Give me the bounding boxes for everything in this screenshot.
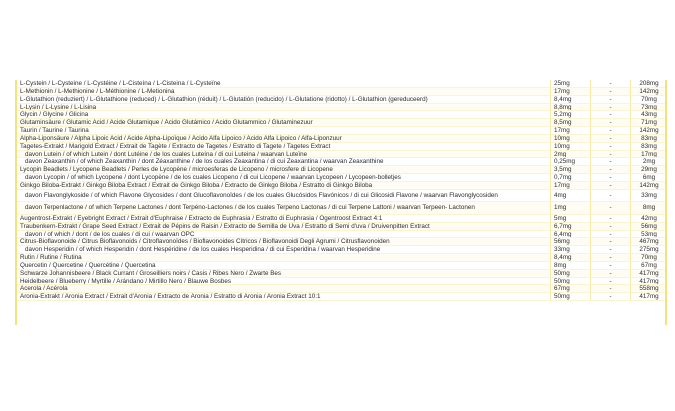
daily-amount-value: 70mg bbox=[630, 96, 667, 103]
amount-value: 5mg bbox=[550, 215, 590, 222]
ingredient-name: L-Glutathion (reduziert) / L-Glutathione (reduced) / L-Glutathion (réduit) / L-Glutatión (reducido) / L-Glutatione (ridotto) / L-Glutathion (gereduceerd) bbox=[20, 95, 428, 103]
dash-cell: - bbox=[590, 143, 630, 150]
amount-value: 10mg bbox=[550, 143, 590, 150]
dash-cell: - bbox=[590, 231, 630, 238]
amount-value: 50mg bbox=[550, 293, 590, 300]
table-row bbox=[17, 111, 665, 119]
table-row bbox=[17, 215, 665, 223]
amount-value: 1mg bbox=[550, 202, 590, 214]
table-row bbox=[17, 80, 665, 88]
ingredient-name: Taurin / Taurine / Taurina bbox=[20, 127, 89, 134]
daily-amount-value: 43mg bbox=[630, 111, 667, 118]
table-row bbox=[17, 246, 665, 254]
dash-cell: - bbox=[590, 119, 630, 126]
table-row bbox=[17, 254, 665, 262]
table-row bbox=[17, 88, 665, 96]
ingredient-name: Lycopin Beadlets / Lycopene Beadlets / Perles de Lycopène / microesferas de Licopeno / microsfere di Licopene bbox=[20, 166, 333, 174]
table-row bbox=[17, 270, 665, 278]
amount-value: 8,5mg bbox=[550, 119, 590, 126]
daily-amount-value: 70mg bbox=[630, 254, 667, 261]
ingredient-name: L-Methionin / L-Methionine / L-Méthionine / L-Metionina bbox=[20, 87, 175, 95]
daily-amount-value: 417mg bbox=[630, 293, 667, 300]
daily-amount-value: 29mg bbox=[630, 166, 667, 173]
daily-amount-value: 73mg bbox=[630, 104, 667, 111]
daily-amount-value: 83mg bbox=[630, 135, 667, 142]
ingredient-name: Aronia-Extrakt / Aronia Extract / Extrait d'Aronia / Extracto de Aronia / Estratto di Aronia / Aronia Extract 10:1 bbox=[20, 293, 321, 301]
daily-amount-value: 33mg bbox=[630, 190, 667, 202]
table-body bbox=[17, 80, 665, 301]
dash-cell: - bbox=[590, 182, 630, 189]
ingredient-name: davon Zeaxanthin / of which Zeaxanthin / dont Zéaxanthine / de los cuales Zeaxantina / di cui Zeaxantina / waarvan Zeaxanthine bbox=[25, 158, 384, 166]
amount-value: 5,2mg bbox=[550, 111, 590, 118]
daily-amount-value: 417mg bbox=[630, 278, 667, 285]
dash-cell: - bbox=[590, 285, 630, 292]
ingredient-name: Heidelbeere / Blueberry / Myrtille / Arándano / Mirtillo Nero / Blauwe Bosbes bbox=[20, 277, 232, 285]
dash-cell: - bbox=[590, 238, 630, 245]
daily-amount-value: 2mg bbox=[630, 158, 667, 165]
dash-cell: - bbox=[590, 127, 630, 134]
amount-value: 8,8mg bbox=[550, 104, 590, 111]
dash-cell: - bbox=[590, 174, 630, 181]
amount-value: 6,4mg bbox=[550, 231, 590, 238]
dash-cell: - bbox=[590, 96, 630, 103]
table-row bbox=[17, 278, 665, 286]
nutrition-table bbox=[15, 80, 667, 325]
dash-cell: - bbox=[590, 135, 630, 142]
amount-value: 33mg bbox=[550, 246, 590, 253]
daily-amount-value: 17mg bbox=[630, 151, 667, 158]
ingredient-name: davon Terpenlactone / of which Terpene Lactones / dont Terpéno-Lactones / de los cuales Terpeno Lactonas / di cui Terpene Lattoni / waarvan Terpeen- Lactonen bbox=[25, 204, 475, 212]
table-row bbox=[17, 293, 665, 301]
ingredient-name: Tagetes-Extrakt / Marigold Extract / Extrait de Tagète / Extracto de Tagetes / Estratto di Tagete / Tagetes Extract bbox=[20, 142, 331, 150]
ingredient-name: davon Lutein / of which Lutein / dont Lutéine / de los cuales Luteína / di cui Luteina / waarvan Luteïne bbox=[25, 150, 308, 158]
ingredient-name: Traubenkern-Extrakt / Grape Seed Extract / Extrait de Pépins de Raisin / Extracto de Semilla de Uva / Estratto di Semi d'uva / Druivenpitten Extract bbox=[20, 222, 430, 230]
amount-value: 50mg bbox=[550, 270, 590, 277]
table-row bbox=[17, 166, 665, 174]
ingredient-name: davon Flavonglykoside / of which Flavone Glycosides / dont Glucoflavonoïdes / de los cuales Glucósidos Flavónicos / di cui Glicosidi Flavone / waarvan Flavonglycosiden bbox=[25, 191, 498, 199]
table-row bbox=[17, 104, 665, 112]
amount-value: 0,25mg bbox=[550, 158, 590, 165]
table-row bbox=[17, 182, 665, 190]
table-row bbox=[17, 151, 665, 159]
dash-cell: - bbox=[590, 158, 630, 165]
daily-amount-value: 42mg bbox=[630, 215, 667, 222]
ingredient-name: L-Cystein / L-Cysteine / L-Cystéine / L-Cisteína / L-Cisteina / L-Cysteïne bbox=[20, 80, 221, 87]
daily-amount-value: 467mg bbox=[630, 238, 667, 245]
daily-amount-value: 8mg bbox=[630, 202, 667, 214]
daily-amount-value: 417mg bbox=[630, 270, 667, 277]
table-row bbox=[17, 158, 665, 166]
ingredient-name: Augentrost-Extrakt / Eyebright Extract / Extrait d'Euphraise / Extracto de Euphrasia / Estratto di Euphrasia / Ogentroost Extract 4:1 bbox=[20, 214, 383, 222]
dash-cell: - bbox=[590, 111, 630, 118]
daily-amount-value: 275mg bbox=[630, 246, 667, 253]
amount-value: 17mg bbox=[550, 88, 590, 95]
table-row bbox=[17, 174, 665, 182]
table-row bbox=[17, 231, 665, 239]
amount-value: 8,4mg bbox=[550, 96, 590, 103]
amount-value: 0,7mg bbox=[550, 174, 590, 181]
table-row bbox=[17, 238, 665, 246]
table-row bbox=[17, 135, 665, 143]
amount-value: 8mg bbox=[550, 262, 590, 269]
daily-amount-value: 53mg bbox=[630, 231, 667, 238]
ingredient-name: L-Lysin / L-Lysine / L-Lisina bbox=[20, 103, 97, 111]
amount-value: 25mg bbox=[550, 80, 590, 87]
amount-value: 2mg bbox=[550, 151, 590, 158]
dash-cell: - bbox=[590, 293, 630, 300]
ingredient-name: Quercetin / Quercetine / Quercétine / Quercetina bbox=[20, 261, 156, 269]
daily-amount-value: 142mg bbox=[630, 127, 667, 134]
amount-value: 6,7mg bbox=[550, 223, 590, 230]
table-row bbox=[17, 285, 665, 293]
amount-value: 17mg bbox=[550, 182, 590, 189]
amount-value: 3,5mg bbox=[550, 166, 590, 173]
ingredient-name: Citrus-Bioflavonoide / Citrus Bioflavonoids / Citroflavonoïdes / Bioflavonoides Cítricos / Bioflavonoidi Degli Agrumi / Citrusflavonoiden bbox=[20, 238, 390, 246]
dash-cell: - bbox=[590, 254, 630, 261]
table-row bbox=[17, 143, 665, 151]
amount-value: 10mg bbox=[550, 135, 590, 142]
ingredient-name: davon Hesperidin / of which Hesperidin / dont Hespéridine / de los cuales Hesperidina / di cui Esperidina / waarvan Hesperidine bbox=[25, 246, 381, 254]
dash-cell: - bbox=[590, 80, 630, 87]
table-row bbox=[17, 262, 665, 270]
table-row bbox=[17, 190, 665, 203]
table-row bbox=[17, 127, 665, 135]
table-row bbox=[17, 119, 665, 127]
daily-amount-value: 208mg bbox=[630, 80, 667, 87]
dash-cell: - bbox=[590, 223, 630, 230]
dash-cell: - bbox=[590, 151, 630, 158]
amount-value: 8,4mg bbox=[550, 254, 590, 261]
daily-amount-value: 83mg bbox=[630, 143, 667, 150]
dash-cell: - bbox=[590, 88, 630, 95]
daily-amount-value: 142mg bbox=[630, 182, 667, 189]
table-row bbox=[17, 96, 665, 104]
ingredient-name: Acerola / Acérola bbox=[20, 285, 68, 293]
ingredient-name: Schwarze Johannisbeere / Black Currant / Groseilliers noirs / Casis / Ribes Nero / Zwarte Bes bbox=[20, 269, 282, 277]
dash-cell: - bbox=[590, 190, 630, 202]
ingredient-name: Glutaminsäure / Glutamic Acid / Acide Glutamique / Ácido Glutámico / Acido Glutammico / Glutaminezuur bbox=[20, 119, 313, 127]
daily-amount-value: 142mg bbox=[630, 88, 667, 95]
ingredient-name: Ginkgo Biloba-Extrakt / Ginkgo Biloba Extract / Extrait de Ginkgo Biloba / Extracto de Ginkgo Biloba / Estratto di Ginkgo Biloba bbox=[20, 181, 373, 189]
ingredient-name: davon / of which / dont / de los cuales / di cui / waarvan OPC bbox=[25, 230, 195, 238]
amount-value: 50mg bbox=[550, 278, 590, 285]
daily-amount-value: 67mg bbox=[630, 262, 667, 269]
dash-cell: - bbox=[590, 104, 630, 111]
table-row bbox=[17, 202, 665, 215]
dash-cell: - bbox=[590, 278, 630, 285]
table-row bbox=[17, 223, 665, 231]
dash-cell: - bbox=[590, 215, 630, 222]
dash-cell: - bbox=[590, 202, 630, 214]
ingredient-name: Alpha-Liponsäure / Alpha Lipoic Acid / Acide Alpha-Lipoïque / Ácido Alfa Lipoico / Acido Alfa Lipoico / Alfa-Liponzuur bbox=[20, 134, 342, 142]
daily-amount-value: 71mg bbox=[630, 119, 667, 126]
dash-cell: - bbox=[590, 246, 630, 253]
ingredient-name: Glycin / Glycine / Glicina bbox=[20, 111, 89, 119]
daily-amount-value: 56mg bbox=[630, 223, 667, 230]
dash-cell: - bbox=[590, 166, 630, 173]
amount-value: 4mg bbox=[550, 190, 590, 202]
ingredient-name: Rutin / Rutine / Rutina bbox=[20, 254, 82, 261]
ingredient-name: davon Lycopin / of which Lycopene / dont Lycopène / de los cuales Licopeno / di cui Licopene / waarvan Lycopeen / Lycopeen-bolletjes bbox=[25, 174, 401, 181]
amount-value: 67mg bbox=[550, 285, 590, 292]
daily-amount-value: 6mg bbox=[630, 174, 667, 181]
dash-cell: - bbox=[590, 262, 630, 269]
dash-cell: - bbox=[590, 270, 630, 277]
daily-amount-value: 558mg bbox=[630, 285, 667, 292]
amount-value: 56mg bbox=[550, 238, 590, 245]
amount-value: 17mg bbox=[550, 127, 590, 134]
